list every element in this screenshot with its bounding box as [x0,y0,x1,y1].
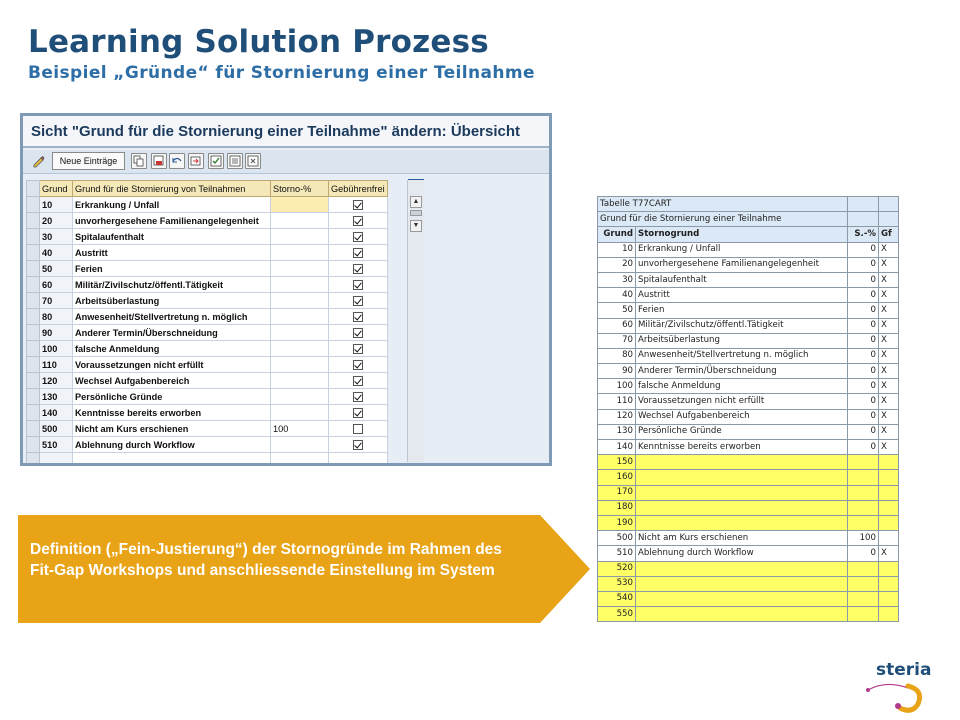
spec-gf: X [879,364,899,379]
spec-cell [848,197,879,212]
reason-text[interactable]: Austritt [73,245,271,261]
table-row[interactable] [27,245,388,261]
reason-text[interactable]: falsche Anmeldung [73,341,271,357]
spec-gf [879,531,899,546]
reason-text[interactable]: unvorhergesehene Familienangelegenheit [73,213,271,229]
spec-code: 110 [598,394,636,409]
spec-code: 130 [598,424,636,439]
spec-gf [879,500,899,515]
spec-text [636,591,848,606]
select-block-icon[interactable] [227,153,243,169]
spec-text: Persönliche Gründe [636,424,848,439]
table-row[interactable] [27,421,388,437]
spec-code: 10 [598,242,636,257]
spec-pct: 0 [848,546,879,561]
storno-percent-input[interactable] [271,357,329,373]
storno-percent-input[interactable] [271,373,329,389]
spec-code: 170 [598,485,636,500]
reason-code[interactable]: 110 [40,357,73,373]
storno-percent-input[interactable] [271,261,329,277]
copy-icon[interactable] [131,153,147,169]
spec-text [636,561,848,576]
spec-text [636,607,848,622]
steria-logo: steria [876,660,932,680]
spec-row [598,591,899,606]
table-row[interactable] [27,309,388,325]
fee-free-checkbox[interactable] [353,232,363,242]
row-selector[interactable] [27,357,40,373]
storno-percent-input[interactable] [271,245,329,261]
spec-code: 190 [598,515,636,530]
spec-gf [879,470,899,485]
spec-pct: 0 [848,379,879,394]
spec-row [598,607,899,622]
scroll-thumb[interactable] [410,210,422,216]
spec-row [598,500,899,515]
undo-icon[interactable] [169,153,185,169]
sap-table-header [27,181,388,197]
spec-pct [848,591,879,606]
spec-row [598,470,899,485]
spec-code: 100 [598,379,636,394]
spec-text: Austritt [636,288,848,303]
spec-text: Arbeitsüberlastung [636,333,848,348]
spec-gf: X [879,303,899,318]
spec-gf [879,561,899,576]
new-entries-button[interactable]: Neue Einträge [52,152,125,170]
fee-free-checkbox-cell[interactable] [329,213,388,229]
sap-col-reason[interactable]: Grund für die Stornierung von Teilnahmen [73,181,271,197]
table-row[interactable] [27,277,388,293]
spec-row [598,561,899,576]
spec-row [598,576,899,591]
table-row[interactable] [27,229,388,245]
storno-percent-input[interactable] [271,341,329,357]
spec-row [598,364,899,379]
spec-pct [848,607,879,622]
reason-code[interactable]: 140 [40,405,73,421]
reason-text[interactable]: Arbeitsüberlastung [73,293,271,309]
scroll-down-icon[interactable]: ▼ [410,220,422,232]
spec-text: Ferien [636,303,848,318]
spec-pct: 0 [848,318,879,333]
reason-text[interactable]: Spitalaufenthalt [73,229,271,245]
row-selector[interactable] [27,293,40,309]
deselect-all-icon[interactable] [245,153,261,169]
fee-free-checkbox-cell[interactable] [329,373,388,389]
spec-table [597,196,899,622]
sap-title-bar [23,116,549,148]
spec-text: falsche Anmeldung [636,379,848,394]
page-title: Learning Solution Prozess [28,24,489,60]
spec-text [636,515,848,530]
reason-code[interactable]: 20 [40,213,73,229]
spec-code: 20 [598,257,636,272]
empty-cell[interactable] [329,453,388,467]
storno-percent-input[interactable] [271,325,329,341]
reason-code[interactable]: 60 [40,277,73,293]
storno-percent-input[interactable] [271,213,329,229]
row-selector[interactable] [27,389,40,405]
storno-percent-input[interactable] [271,405,329,421]
reason-code[interactable]: 50 [40,261,73,277]
fee-free-checkbox[interactable] [353,296,363,306]
fee-free-checkbox[interactable] [353,424,363,434]
row-selector[interactable] [27,437,40,453]
callout-text: Definition („Fein-Justierung“) der Stornogründe im Rahmen des Fit-Gap Workshops und anschliessende Einstellung im System [30,541,502,579]
spec-row [598,531,899,546]
reason-text[interactable]: Nicht am Kurs erschienen [73,421,271,437]
spec-table-desc: Grund für die Stornierung einer Teilnahme [598,212,848,227]
table-row[interactable] [27,213,388,229]
spec-pct [848,485,879,500]
spec-gf: X [879,333,899,348]
table-row[interactable] [27,405,388,421]
table-row[interactable] [27,325,388,341]
spec-text [636,455,848,470]
row-selector[interactable] [27,197,40,213]
table-row[interactable] [27,261,388,277]
fee-free-checkbox[interactable] [353,376,363,386]
empty-cell[interactable] [271,453,329,467]
spec-pct [848,455,879,470]
reason-code[interactable]: 100 [40,341,73,357]
spec-pct: 0 [848,242,879,257]
spec-pct: 0 [848,409,879,424]
scroll-up-icon[interactable]: ▲ [410,196,422,208]
reason-text[interactable]: Anderer Termin/Überschneidung [73,325,271,341]
row-selector[interactable] [27,373,40,389]
transport-icon[interactable] [188,153,204,169]
spec-gf [879,607,899,622]
spec-text: Militär/Zivilschutz/öffentl.Tätigkeit [636,318,848,333]
fee-free-checkbox-cell[interactable] [329,245,388,261]
spec-pct: 0 [848,394,879,409]
spec-text [636,470,848,485]
spec-code: 520 [598,561,636,576]
fee-free-checkbox-cell[interactable] [329,341,388,357]
spec-pct: 0 [848,440,879,455]
row-selector[interactable] [27,277,40,293]
spec-code: 550 [598,607,636,622]
spec-gf: X [879,288,899,303]
spec-pct [848,576,879,591]
spec-text [636,485,848,500]
fee-free-checkbox[interactable] [353,248,363,258]
spec-row [598,515,899,530]
fee-free-checkbox-cell[interactable] [329,437,388,453]
spec-text: Kenntnisse bereits erworben [636,440,848,455]
spec-text: unvorhergesehene Familienangelegenheit [636,257,848,272]
row-selector[interactable] [27,229,40,245]
fee-free-checkbox-cell[interactable] [329,293,388,309]
reason-text[interactable]: Erkrankung / Unfall [73,197,271,213]
spec-text: Nicht am Kurs erschienen [636,531,848,546]
reason-text[interactable]: Militär/Zivilschutz/öffentl.Tätigkeit [73,277,271,293]
edit-pencil-icon[interactable] [31,153,47,169]
storno-percent-input[interactable] [271,309,329,325]
fee-free-checkbox[interactable] [353,200,363,210]
spec-row [598,409,899,424]
fee-free-checkbox[interactable] [353,392,363,402]
delete-icon[interactable] [151,153,167,169]
reason-code[interactable]: 10 [40,197,73,213]
spec-gf: X [879,348,899,363]
sap-table [26,180,388,466]
spec-code: 30 [598,272,636,287]
spec-pct [848,561,879,576]
spec-text [636,500,848,515]
spec-row [598,257,899,272]
spec-text: Wechsel Aufgabenbereich [636,409,848,424]
spec-code: 160 [598,470,636,485]
reason-code[interactable]: 500 [40,421,73,437]
fee-free-checkbox[interactable] [353,280,363,290]
reason-text[interactable]: Anwesenheit/Stellvertretung n. möglich [73,309,271,325]
storno-percent-input[interactable] [271,197,329,213]
spec-gf: X [879,272,899,287]
table-row[interactable] [27,437,388,453]
storno-percent-input[interactable] [271,277,329,293]
spec-pct [848,515,879,530]
spec-pct: 0 [848,364,879,379]
spec-text: Erkrankung / Unfall [636,242,848,257]
spec-pct: 0 [848,303,879,318]
spec-gf: X [879,546,899,561]
spec-pct: 0 [848,424,879,439]
sap-toolbar [23,150,549,174]
reason-code[interactable]: 120 [40,373,73,389]
table-row[interactable] [27,293,388,309]
spec-table-header [598,227,899,242]
reason-text[interactable]: Ablehnung durch Workflow [73,437,271,453]
spec-code: 70 [598,333,636,348]
row-selector[interactable] [27,309,40,325]
spec-pct: 0 [848,333,879,348]
select-all-icon[interactable] [208,153,224,169]
spec-pct: 0 [848,272,879,287]
row-selector[interactable] [27,405,40,421]
reason-code[interactable]: 40 [40,245,73,261]
sap-col-grund[interactable]: Grund [40,181,73,197]
reason-text[interactable]: Kenntnisse bereits erworben [73,405,271,421]
spec-code: 50 [598,303,636,318]
reason-text[interactable]: Ferien [73,261,271,277]
spec-row [598,333,899,348]
sap-select-header [27,181,40,197]
spec-code: 80 [598,348,636,363]
spec-code: 140 [598,440,636,455]
spec-gf [879,485,899,500]
spec-pct: 0 [848,288,879,303]
fee-free-checkbox[interactable] [353,408,363,418]
spec-row [598,424,899,439]
spec-pct: 0 [848,348,879,363]
reason-code[interactable]: 510 [40,437,73,453]
empty-row[interactable] [27,453,388,467]
spec-code: 60 [598,318,636,333]
spec-code: 120 [598,409,636,424]
reason-text[interactable]: Persönliche Gründe [73,389,271,405]
empty-cell[interactable] [40,453,73,467]
spec-header-pct: S.-% [848,227,879,242]
spec-gf [879,576,899,591]
fee-free-checkbox-cell[interactable] [329,261,388,277]
spec-gf [879,515,899,530]
row-selector[interactable] [27,341,40,357]
spec-code: 500 [598,531,636,546]
spec-gf: X [879,318,899,333]
steria-logo-mark-icon [862,676,934,720]
spec-row [598,288,899,303]
spec-row [598,379,899,394]
spec-gf [879,591,899,606]
spec-gf: X [879,394,899,409]
spec-row [598,303,899,318]
reason-code[interactable]: 130 [40,389,73,405]
spec-text: Anderer Termin/Überschneidung [636,364,848,379]
fee-free-checkbox-cell[interactable] [329,405,388,421]
spec-pct [848,470,879,485]
table-row[interactable] [27,357,388,373]
spec-text [636,576,848,591]
spec-gf: X [879,424,899,439]
fee-free-checkbox[interactable] [353,216,363,226]
sap-col-fee[interactable]: Gebührenfrei [329,181,388,197]
fee-free-checkbox-cell[interactable] [329,229,388,245]
row-selector[interactable] [27,261,40,277]
table-row[interactable] [27,389,388,405]
sap-scrollbar[interactable] [407,180,424,462]
spec-table-name: Tabelle T77CART [598,197,848,212]
spec-gf [879,455,899,470]
spec-text: Anwesenheit/Stellvertretung n. möglich [636,348,848,363]
reason-code[interactable]: 30 [40,229,73,245]
row-selector[interactable] [27,325,40,341]
fee-free-checkbox-cell[interactable] [329,357,388,373]
storno-percent-input[interactable] [271,229,329,245]
reason-code[interactable]: 80 [40,309,73,325]
spec-code: 90 [598,364,636,379]
spec-code: 40 [598,288,636,303]
spec-header-grund: Grund [598,227,636,242]
spec-code: 510 [598,546,636,561]
spec-row [598,394,899,409]
spec-text: Spitalaufenthalt [636,272,848,287]
spec-row [598,440,899,455]
fee-free-checkbox-cell[interactable] [329,309,388,325]
spec-row [598,272,899,287]
storno-percent-input[interactable] [271,293,329,309]
empty-cell[interactable] [73,453,271,467]
spec-row [598,455,899,470]
fee-free-checkbox-cell[interactable] [329,197,388,213]
storno-percent-input[interactable] [271,389,329,405]
row-selector[interactable] [27,421,40,437]
fee-free-checkbox[interactable] [353,360,363,370]
spec-row [598,242,899,257]
table-row[interactable] [27,341,388,357]
fee-free-checkbox-cell[interactable] [329,325,388,341]
spec-text: Voraussetzungen nicht erfüllt [636,394,848,409]
spec-row [598,485,899,500]
sap-window-title: Sicht "Grund für die Stornierung einer Teilnahme" ändern: Übersicht [31,123,521,140]
spec-code: 530 [598,576,636,591]
spec-gf: X [879,242,899,257]
spec-row [598,318,899,333]
spec-code: 150 [598,455,636,470]
storno-percent-input[interactable] [271,437,329,453]
reason-text[interactable]: Wechsel Aufgabenbereich [73,373,271,389]
reason-text[interactable]: Voraussetzungen nicht erfüllt [73,357,271,373]
fee-free-checkbox[interactable] [353,440,363,450]
fee-free-checkbox[interactable] [353,264,363,274]
fee-free-checkbox-cell[interactable] [329,389,388,405]
row-selector[interactable] [27,213,40,229]
fee-free-checkbox[interactable] [353,312,363,322]
spec-cell [879,212,899,227]
row-selector[interactable] [27,245,40,261]
spec-row [598,546,899,561]
table-row[interactable] [27,373,388,389]
spec-text: Ablehnung durch Workflow [636,546,848,561]
spec-row [598,348,899,363]
fee-free-checkbox[interactable] [353,328,363,338]
spec-cell [848,212,879,227]
spec-header-gf: Gf [879,227,899,242]
spec-table-title-row [598,197,899,212]
reason-code[interactable]: 90 [40,325,73,341]
spec-gf: X [879,409,899,424]
spec-gf: X [879,379,899,394]
spec-table-desc-row [598,212,899,227]
spec-pct: 0 [848,257,879,272]
fee-free-checkbox-cell[interactable] [329,277,388,293]
fee-free-checkbox-cell[interactable] [329,421,388,437]
fee-free-checkbox[interactable] [353,344,363,354]
row-selector[interactable] [27,453,40,467]
spec-code: 180 [598,500,636,515]
spec-gf: X [879,440,899,455]
page-subtitle: Beispiel „Gründe“ für Stornierung einer Teilnahme [28,63,535,83]
spec-gf: X [879,257,899,272]
spec-cell [879,197,899,212]
sap-col-storno[interactable]: Storno-% [271,181,329,197]
reason-code[interactable]: 70 [40,293,73,309]
spec-header-reason: Stornogrund [636,227,848,242]
storno-percent-input[interactable]: 100 [271,421,329,437]
sap-window [20,113,552,466]
table-row[interactable] [27,197,388,213]
spec-pct [848,500,879,515]
spec-pct: 100 [848,531,879,546]
spec-code: 540 [598,591,636,606]
